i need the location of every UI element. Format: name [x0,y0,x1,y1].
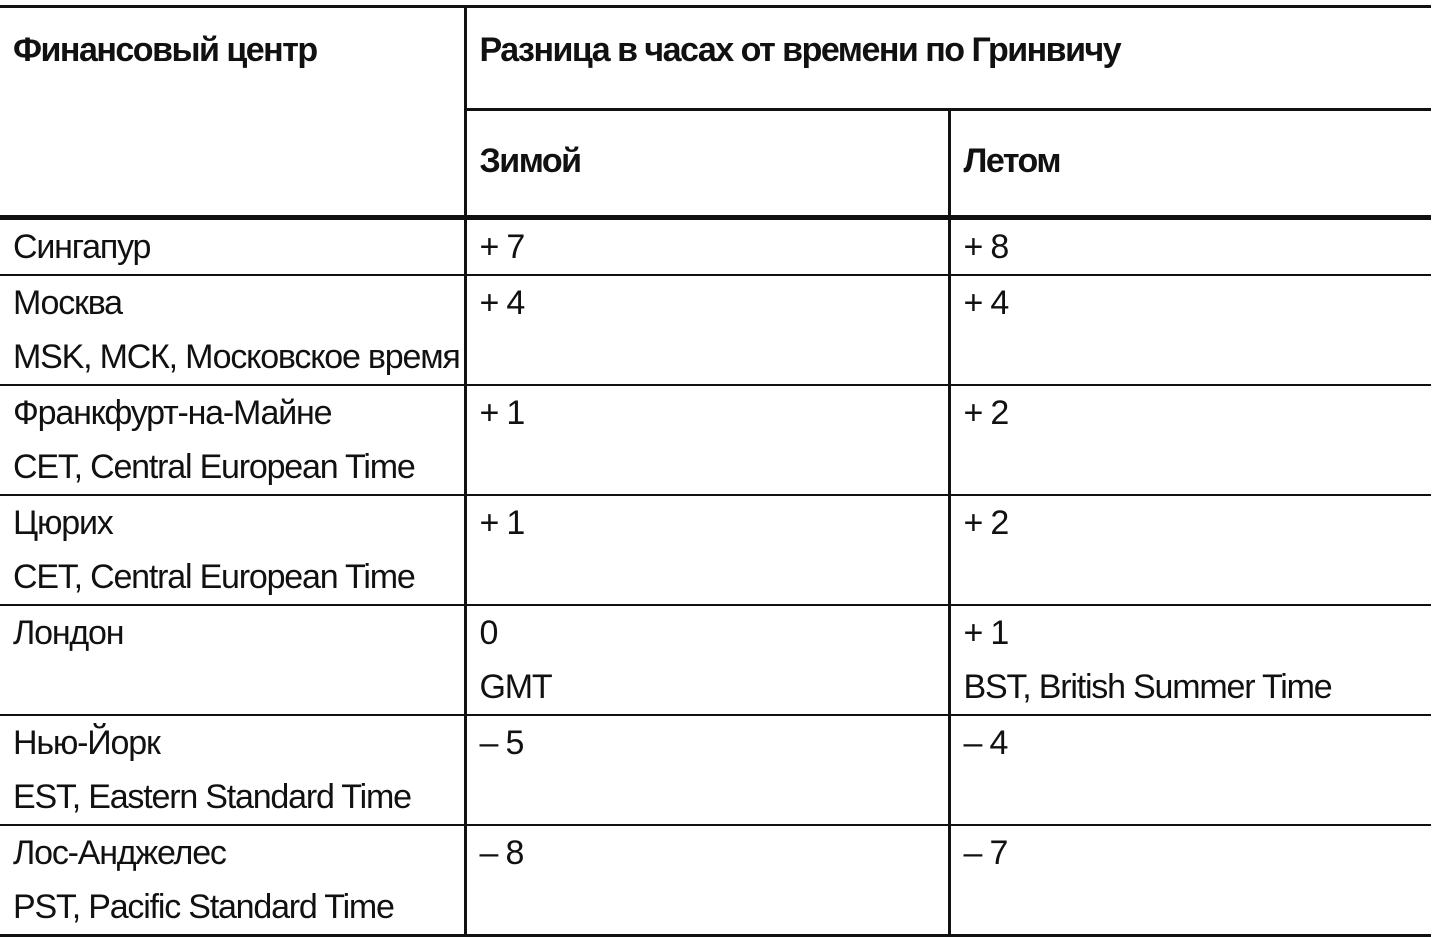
header-summer: Летом [949,110,1431,218]
city-cell [0,715,465,825]
city-timezone-note: MSK, МСК, Московское время [13,338,460,376]
summer-cell [949,385,1431,495]
winter-offset: + 1 [479,394,525,432]
winter-offset: 0 [479,614,498,652]
city-name: Сингапур [13,228,151,266]
summer-cell [949,218,1431,276]
city-name: Лондон [13,614,124,652]
summer-offset: – 7 [963,834,1008,872]
timezone-table [0,5,1431,937]
winter-offset: + 4 [479,284,525,322]
summer-offset: + 2 [963,504,1009,542]
summer-offset: + 1 [963,614,1009,652]
summer-offset: + 2 [963,394,1009,432]
table-row [0,385,1431,495]
city-name: Лос-Анджелес [13,834,226,872]
city-cell [0,605,465,715]
table-row [0,715,1431,825]
summer-cell [949,605,1431,715]
header-gmt-difference: Разница в часах от времени по Гринвичу [465,7,1431,110]
city-name: Цюрих [13,504,113,542]
summer-offset: – 4 [963,724,1008,762]
city-name: Нью-Йорк [13,724,160,762]
winter-timezone-note: GMT [479,668,552,706]
summer-offset: + 4 [963,284,1009,322]
winter-offset: – 8 [479,834,524,872]
summer-timezone-note: BST, British Summer Time [963,668,1332,706]
city-cell [0,218,465,276]
table-row [0,605,1431,715]
city-cell [0,495,465,605]
summer-cell [949,825,1431,936]
city-name: Москва [13,284,122,322]
table-row [0,218,1431,276]
city-timezone-note: EST, Eastern Standard Time [13,778,411,816]
winter-offset: – 5 [479,724,524,762]
winter-cell [465,495,949,605]
winter-cell [465,385,949,495]
city-timezone-note: CET, Central European Time [13,558,415,596]
city-cell [0,385,465,495]
city-cell [0,275,465,385]
city-timezone-note: CET, Central European Time [13,448,415,486]
city-cell [0,825,465,936]
winter-cell [465,218,949,276]
summer-cell [949,495,1431,605]
winter-offset: + 1 [479,504,525,542]
winter-offset: + 7 [479,228,525,266]
table-row [0,275,1431,385]
header-financial-center: Финансовый центр [0,7,465,218]
table-row [0,495,1431,605]
summer-offset: + 8 [963,228,1009,266]
winter-cell [465,605,949,715]
winter-cell [465,715,949,825]
winter-cell [465,275,949,385]
city-timezone-note: PST, Pacific Standard Time [13,888,394,926]
header-winter: Зимой [465,110,949,218]
table-row [0,825,1431,936]
city-name: Франкфурт-на-Майне [13,394,332,432]
winter-cell [465,825,949,936]
summer-cell [949,275,1431,385]
header-row-top [0,7,1431,110]
summer-cell [949,715,1431,825]
